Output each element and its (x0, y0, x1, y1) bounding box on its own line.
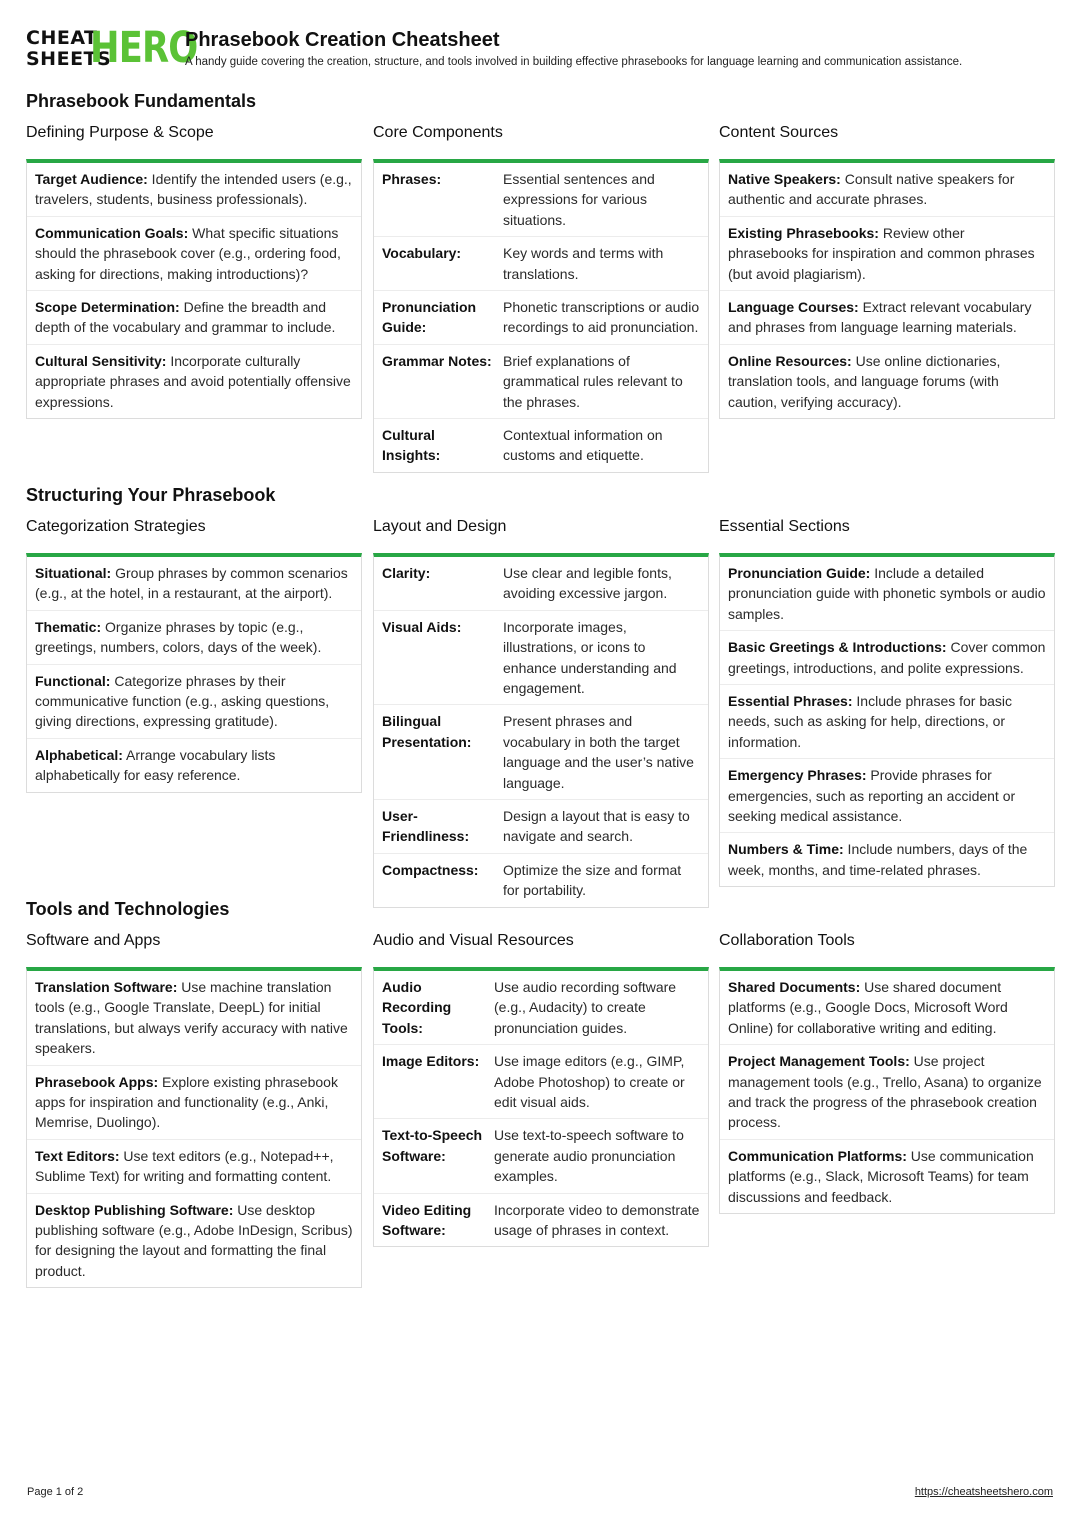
table-row: User-Friendliness: Design a layout that is easy to navigate and search. (374, 799, 708, 853)
list-item: Native Speakers: Consult native speakers for authentic and accurate phrases. (728, 171, 1015, 208)
page-header (26, 23, 1056, 73)
logo-cheat-text: CHEAT (26, 27, 98, 49)
section-title: Tools and Technologies (26, 899, 230, 919)
list-item: Translation Software: Use machine translation tools (e.g., Google Translate, DeepL) for initial translations, but always verify accuracy with native speakers. (35, 979, 348, 1057)
page-title: Phrasebook Creation Cheatsheet (185, 29, 500, 51)
list-item: Basic Greetings & Introductions: Cover common greetings, introductions, and polite expressions. (720, 630, 1054, 684)
list-item: Phrasebook Apps: Explore existing phrasebook apps for inspiration and functionality (e.g., Anki, Memrise, Duolingo). (27, 1065, 361, 1139)
section-phrasebook-fundamentals (26, 89, 1056, 464)
list-item: Text Editors: Use text editors (e.g., Notepad++, Sublime Text) for writing and formatting content. (27, 1139, 361, 1193)
list-item: Cultural Sensitivity: Incorporate culturally appropriate phrases and avoid potentially offensive expressions. (27, 344, 361, 418)
card (26, 967, 362, 1288)
column-categorization (26, 517, 362, 793)
column-title: Collaboration Tools (719, 932, 855, 949)
card (719, 967, 1055, 1214)
table-row: Image Editors: Use image editors (e.g., GIMP, Adobe Photoshop) to create or edit visual aids. (374, 1044, 708, 1118)
list-item: Communication Platforms: Use communication platforms (e.g., Slack, Microsoft Teams) for team discussions and feedback. (720, 1139, 1054, 1213)
card (373, 553, 709, 908)
list-item: Online Resources: Use online dictionaries, translation tools, and language forums (with caution, verifying accuracy). (720, 344, 1054, 418)
card (719, 159, 1055, 419)
list-item: Functional: Categorize phrases by their communicative function (e.g., asking questions, giving directions, expressing gratitude). (27, 664, 361, 738)
table-row: Audio Recording Tools: Use audio recording software (e.g., Audacity) to create pronunciation guides. (382, 979, 677, 1036)
list-item: Existing Phrasebooks: Review other phrasebooks for inspiration and common phrases (but avoid plagiarism). (720, 216, 1054, 290)
column-title: Audio and Visual Resources (373, 932, 574, 949)
list-item: Emergency Phrases: Provide phrases for emergencies, such as reporting an accident or seeking medical assistance. (720, 758, 1054, 832)
list-item: Situational: Group phrases by common scenarios (e.g., at the hotel, in a restaurant, at the airport). (35, 565, 348, 602)
list-item: Project Management Tools: Use project management tools (e.g., Trello, Asana) to organize and track the progress of the phrasebook creation process. (720, 1044, 1054, 1139)
card (719, 553, 1055, 887)
logo-hero-text: HERO (90, 23, 198, 73)
list-item: Numbers & Time: Include numbers, days of the week, months, and time-related phrases. (720, 832, 1054, 886)
table-row: Text-to-Speech Software: Use text-to-speech software to generate audio pronunciation examples. (374, 1118, 708, 1192)
column-software-apps (26, 931, 362, 1288)
table-row: Grammar Notes: Brief explanations of grammatical rules relevant to the phrases. (374, 344, 708, 418)
logo-sheets-text: SHEETS (26, 48, 112, 70)
column-core-components (373, 123, 709, 473)
section-tools-technologies (26, 897, 1056, 1279)
cheatsheetshero-logo[interactable] (26, 23, 198, 73)
list-item: Scope Determination: Define the breadth and depth of the vocabulary and grammar to include. (27, 290, 361, 344)
card (373, 967, 709, 1247)
table-row: Phrases: Essential sentences and expressions for various situations. (382, 171, 655, 228)
table-row: Bilingual Presentation: Present phrases and vocabulary in both the target language and the user’s native language. (374, 704, 708, 799)
column-title: Core Components (373, 124, 503, 141)
column-title: Essential Sections (719, 518, 850, 535)
column-title: Defining Purpose & Scope (26, 124, 214, 141)
list-item: Pronunciation Guide: Include a detailed pronunciation guide with phonetic symbols or audio samples. (728, 565, 1046, 622)
section-structuring-phrasebook (26, 483, 1056, 899)
list-item: Communication Goals: What specific situations should the phrasebook cover (e.g., ordering food, asking for directions, making introductions)? (27, 216, 361, 290)
column-defining-purpose (26, 123, 362, 419)
table-row: Visual Aids: Incorporate images, illustrations, or icons to enhance understanding and engagement. (374, 610, 708, 705)
table-row: Pronunciation Guide: Phonetic transcriptions or audio recordings to aid pronunciation. (374, 290, 708, 344)
list-item: Target Audience: Identify the intended users (e.g., travelers, students, business professionals). (35, 171, 352, 208)
site-link[interactable]: https://cheatsheetshero.com (914, 1486, 1053, 1498)
list-item: Thematic: Organize phrases by topic (e.g., greetings, numbers, colors, days of the week). (27, 610, 361, 664)
column-title: Categorization Strategies (26, 518, 206, 535)
page-number: Page 1 of 2 (27, 1486, 84, 1498)
table-row: Clarity: Use clear and legible fonts, avoiding excessive jargon. (382, 565, 672, 602)
list-item: Alphabetical: Arrange vocabulary lists alphabetically for easy reference. (27, 738, 361, 792)
page-subtitle: A handy guide covering the creation, structure, and tools involved in building effective phrasebooks for language learning and communication assistance. (185, 56, 963, 68)
card (26, 159, 362, 419)
table-row: Video Editing Software: Incorporate video to demonstrate usage of phrases in context. (374, 1193, 708, 1247)
card (373, 159, 709, 473)
card (26, 553, 362, 793)
section-title: Structuring Your Phrasebook (26, 485, 276, 505)
column-content-sources (719, 123, 1055, 419)
column-title: Content Sources (719, 124, 839, 141)
column-title: Layout and Design (373, 518, 507, 535)
column-essential-sections (719, 517, 1055, 887)
column-audio-visual (373, 931, 709, 1247)
table-row: Compactness: Optimize the size and format for portability. (374, 853, 708, 907)
column-layout-design (373, 517, 709, 908)
list-item: Desktop Publishing Software: Use desktop publishing software (e.g., Adobe InDesign, Scribus) for designing the layout and formatting the final product. (27, 1193, 361, 1288)
list-item: Shared Documents: Use shared document platforms (e.g., Google Docs, Microsoft Word Online) for collaborative writing and editing. (728, 979, 1008, 1036)
table-row: Vocabulary: Key words and terms with translations. (374, 236, 708, 290)
section-title: Phrasebook Fundamentals (26, 91, 257, 111)
list-item: Essential Phrases: Include phrases for basic needs, such as asking for help, directions, or information. (720, 684, 1054, 758)
column-collaboration-tools (719, 931, 1055, 1214)
table-row: Cultural Insights: Contextual information on customs and etiquette. (374, 418, 708, 472)
column-title: Software and Apps (26, 932, 161, 949)
list-item: Language Courses: Extract relevant vocabulary and phrases from language learning materials. (720, 290, 1054, 344)
